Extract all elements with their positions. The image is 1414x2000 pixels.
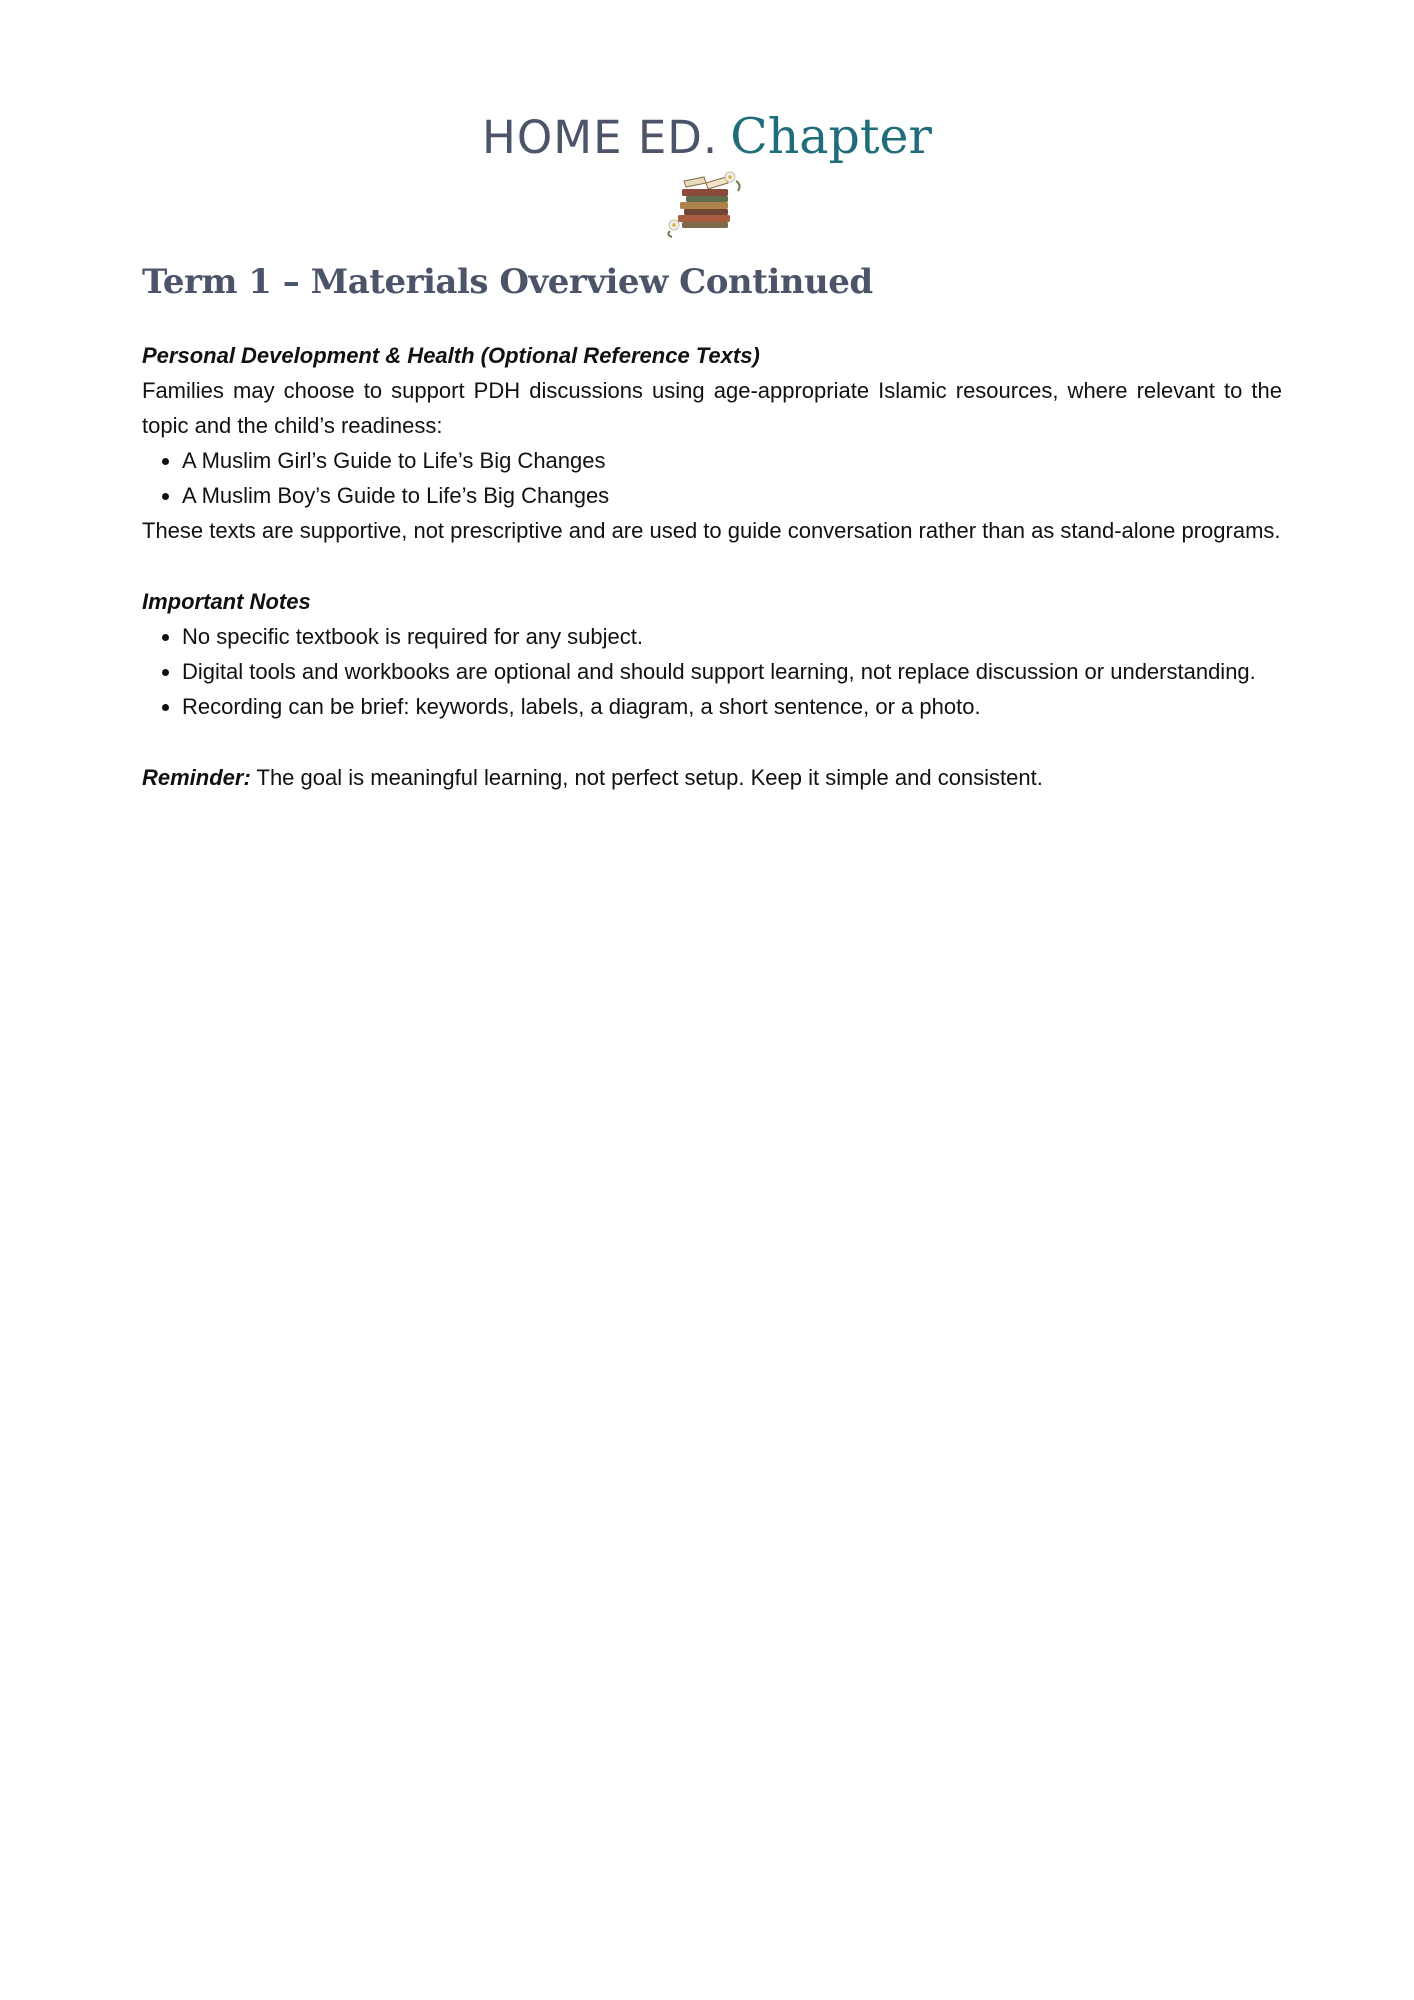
list-item: • A Muslim Girl’s Guide to Life’s Big Changes <box>182 443 1282 478</box>
logo-chapter-text: Chapter <box>730 108 932 165</box>
pdh-intro: Families may choose to support PDH discussions using age-appropriate Islamic resources, where relevant to the topic and the child’s readiness: <box>142 378 1282 438</box>
notes-heading: Important Notes <box>142 589 311 614</box>
pdh-resource-list <box>142 443 1282 513</box>
notes-list <box>142 619 1282 724</box>
brand-logo <box>0 108 1414 239</box>
list-item: • Recording can be brief: keywords, labels, a diagram, a short sentence, or a photo. <box>182 689 1282 724</box>
pdh-heading: Personal Development & Health (Optional Reference Texts) <box>142 343 760 368</box>
pdh-closing: These texts are supportive, not prescriptive and are used to guide conversation rather than as stand-alone programs. <box>142 518 1281 543</box>
logo-wordmark <box>482 108 932 165</box>
list-item: • A Muslim Boy’s Guide to Life’s Big Changes <box>182 478 1282 513</box>
stacked-books-icon <box>664 167 750 239</box>
reminder-label: Reminder: <box>142 765 251 790</box>
list-item: • No specific textbook is required for any subject. <box>182 619 1282 654</box>
page-content <box>142 262 1282 795</box>
list-item: • Digital tools and workbooks are optional and should support learning, not replace discussion or understanding. <box>182 654 1282 689</box>
page-title: Term 1 – Materials Overview Continued <box>142 262 873 302</box>
logo-home-text: HOME ED. <box>482 111 719 164</box>
reminder-text: The goal is meaningful learning, not perfect setup. Keep it simple and consistent. <box>250 765 1043 790</box>
reminder-paragraph <box>142 760 1282 795</box>
